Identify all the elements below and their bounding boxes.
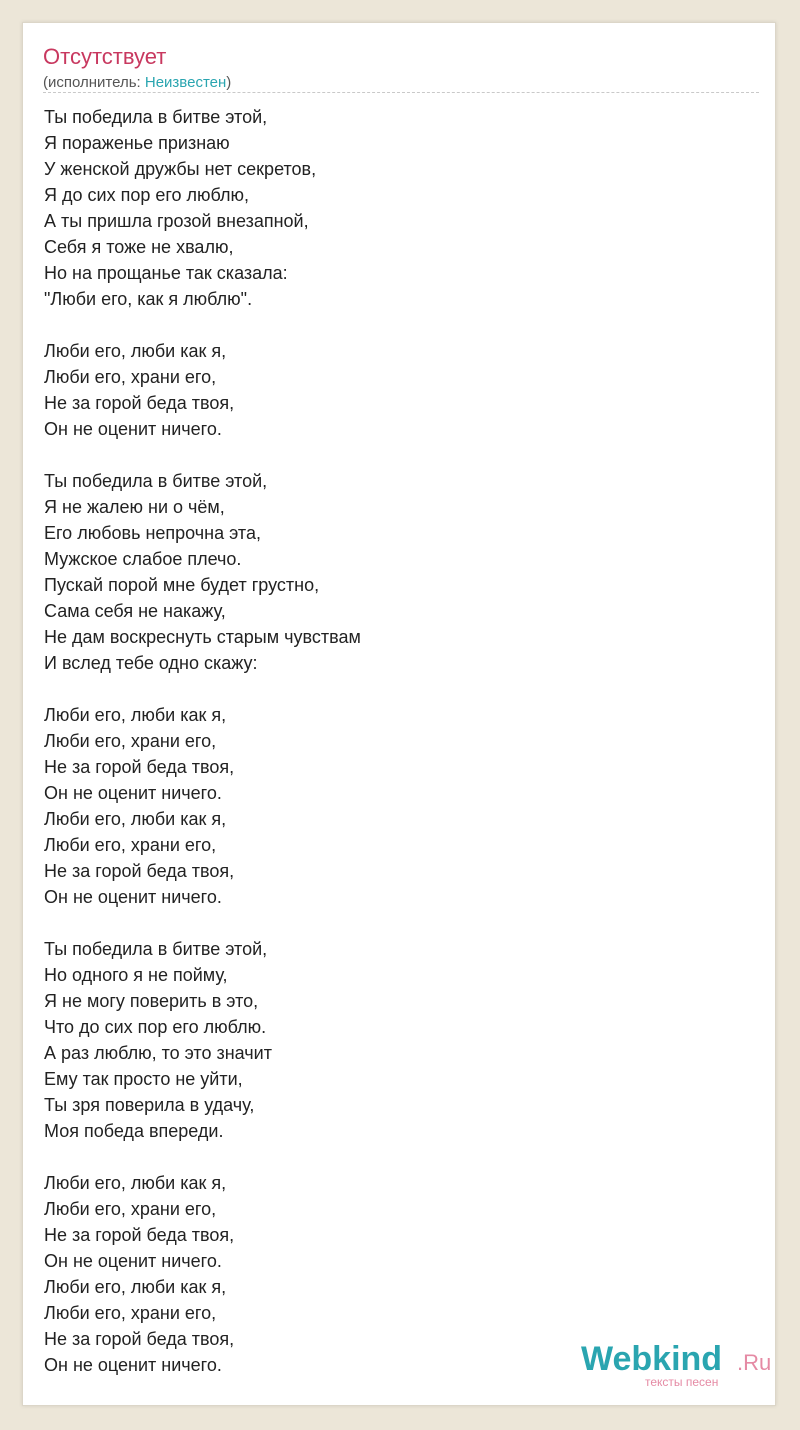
lyric-line: Люби его, люби как я, (44, 809, 227, 829)
lyric-line: Сама себя не накажу, (44, 601, 226, 621)
lyric-line: Люби его, храни его, (44, 835, 217, 855)
lyric-line: Люби его, храни его, (44, 1303, 217, 1323)
artist-suffix: ) (226, 74, 232, 91)
lyric-line: Его любовь непрочна эта, (44, 523, 261, 543)
lyric-line: Не за горой беда твоя, (44, 1225, 235, 1245)
song-title: Отсутствует (43, 44, 167, 69)
lyric-line: Пускай порой мне будет грустно, (44, 575, 320, 595)
logo-tagline: тексты песен (645, 1375, 719, 1389)
lyrics-card (22, 22, 776, 1406)
lyric-line: Он не оценит ничего. (44, 887, 222, 907)
lyric-line: Моя победа впереди. (44, 1121, 224, 1141)
lyric-line: Не за горой беда твоя, (44, 861, 235, 881)
artist-link[interactable]: Неизвестен (144, 74, 227, 91)
lyric-line: Он не оценит ничего. (44, 783, 222, 803)
lyric-line: Я до сих пор его люблю, (44, 185, 250, 205)
lyric-line: Я пораженье признаю (44, 133, 230, 153)
lyric-line: Ты победила в битве этой, (44, 471, 268, 491)
lyric-line: Люби его, люби как я, (44, 1173, 227, 1193)
lyric-line: Не дам воскреснуть старым чувствам (44, 627, 361, 647)
artist-prefix: (исполнитель: (43, 74, 145, 91)
lyric-line: Люби его, храни его, (44, 731, 217, 751)
lyric-line: У женской дружбы нет секретов, (44, 159, 317, 179)
lyrics-stanza (44, 104, 361, 312)
lyrics-stanza (44, 338, 361, 442)
logo-wordmark: Webkind (581, 1340, 723, 1378)
lyric-line: Я не могу поверить в это, (44, 991, 259, 1011)
lyric-line: Он не оценит ничего. (44, 419, 222, 439)
lyric-line: Не за горой беда твоя, (44, 757, 235, 777)
webkind-logo[interactable] (581, 1339, 781, 1395)
lyric-line: Ты победила в битве этой, (44, 939, 268, 959)
lyric-line: Себя я тоже не хвалю, (44, 237, 234, 257)
lyric-line: Но на прощанье так сказала: (44, 263, 288, 283)
lyrics-stanza (44, 936, 361, 1144)
lyrics-stanza (44, 468, 361, 676)
lyric-line: Люби его, храни его, (44, 367, 217, 387)
lyric-line: "Люби его, как я люблю". (44, 289, 253, 309)
lyrics-stanza (44, 702, 361, 910)
lyrics-text (44, 104, 361, 1404)
lyric-line: Ты победила в битве этой, (44, 107, 268, 127)
lyric-line: Он не оценит ничего. (44, 1251, 222, 1271)
lyric-line: А ты пришла грозой внезапной, (44, 211, 309, 231)
lyric-line: Не за горой беда твоя, (44, 1329, 235, 1349)
artist-line (43, 73, 231, 93)
lyric-line: Мужское слабое плечо. (44, 549, 242, 569)
lyric-line: Я не жалею ни о чём, (44, 497, 225, 517)
lyric-line: Он не оценит ничего. (44, 1355, 222, 1375)
lyric-line: Ему так просто не уйти, (44, 1069, 243, 1089)
title-divider (43, 92, 759, 93)
logo-tld: .Ru (737, 1350, 772, 1375)
lyric-line: Ты зря поверила в удачу, (44, 1095, 255, 1115)
lyric-line: Люби его, люби как я, (44, 1277, 227, 1297)
lyric-line: Люби его, храни его, (44, 1199, 217, 1219)
lyric-line: Люби его, люби как я, (44, 705, 227, 725)
lyric-line: Что до сих пор его люблю. (44, 1017, 267, 1037)
lyric-line: Люби его, люби как я, (44, 341, 227, 361)
lyric-line: Не за горой беда твоя, (44, 393, 235, 413)
lyric-line: Но одного я не пойму, (44, 965, 228, 985)
lyric-line: И вслед тебе одно скажу: (44, 653, 258, 673)
lyrics-stanza (44, 1170, 361, 1378)
lyric-line: А раз люблю, то это значит (44, 1043, 272, 1063)
